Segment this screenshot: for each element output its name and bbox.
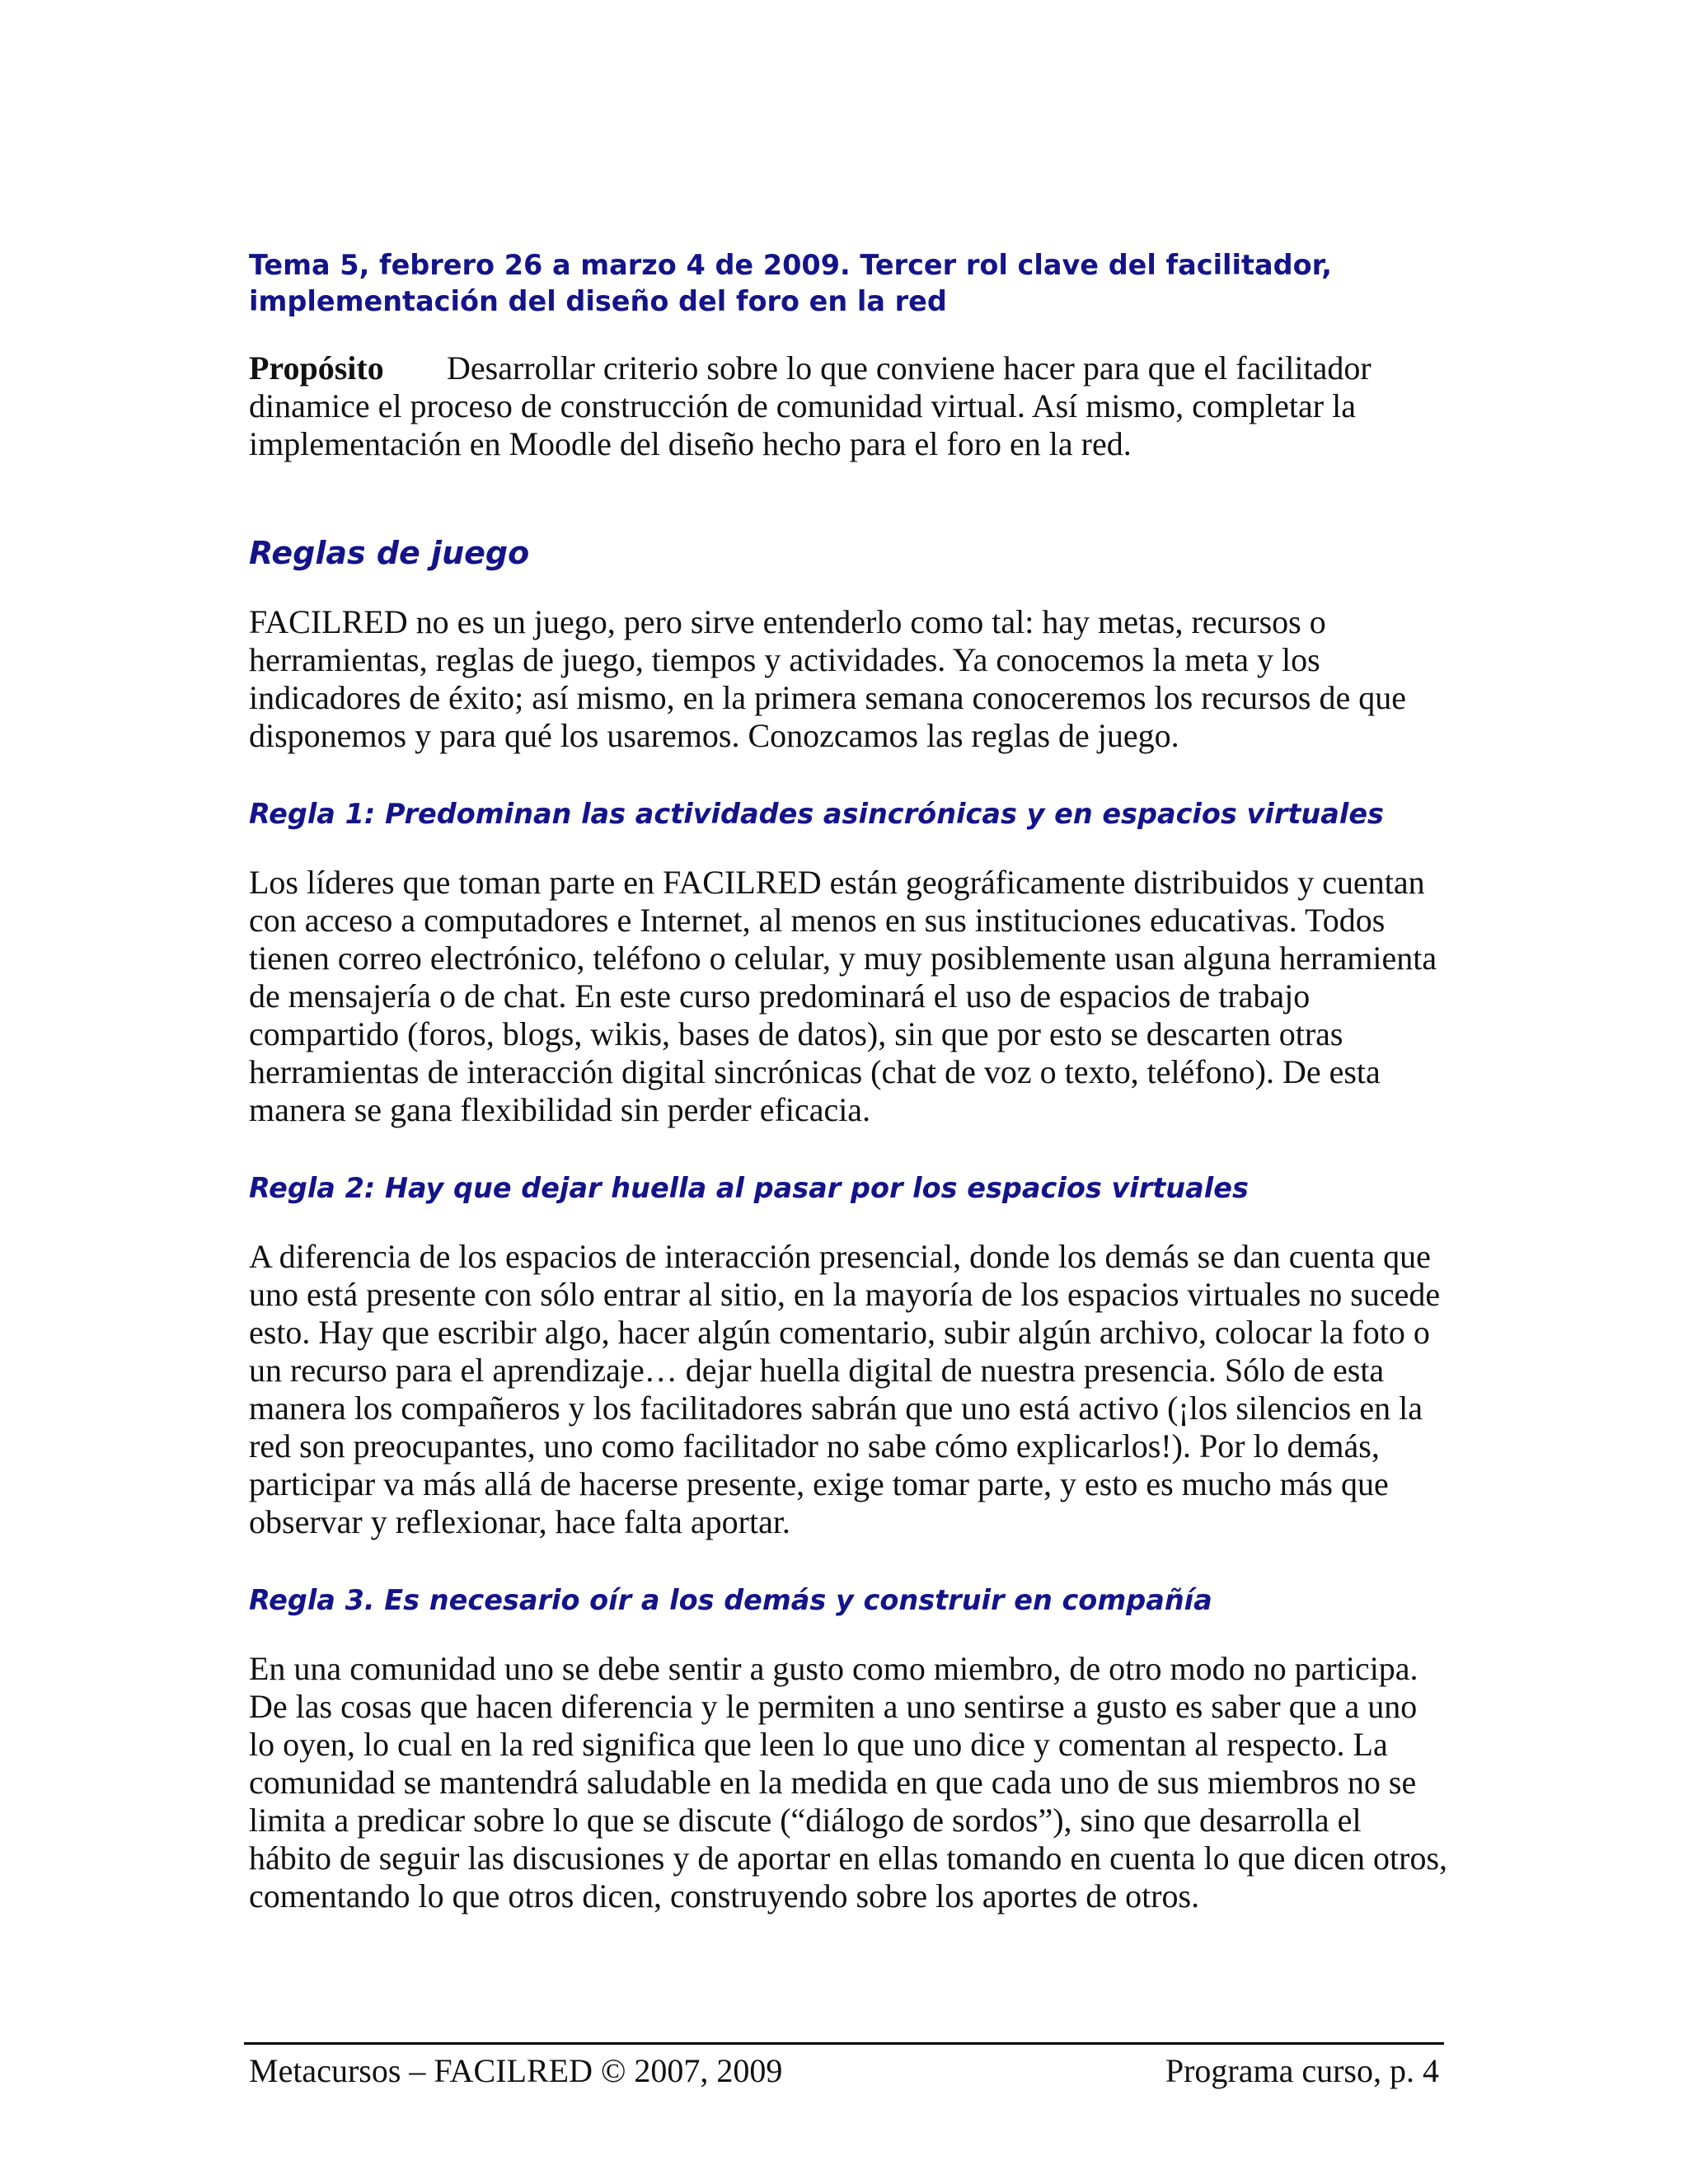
purpose-text: Desarrollar criterio sobre lo que conviene hacer para que el facilitador dinamice el proceso de construcción de comunidad virtual. Así mismo, completar la implementación en Moodle del diseño hecho para el foro en la red. [249,349,1372,462]
section-intro: FACILRED no es un juego, pero sirve entenderlo como tal: hay metas, recursos o herramientas, reglas de juego, tiempos y actividades. Ya conocemos la meta y los indicadores de éxito; así mismo, en la primera semana conoceremos los recursos de que disponemos y para qué los usaremos. Conozcamos las reglas de juego. [249,603,1406,754]
rule-1-text: Los líderes que toman parte en FACILRED están geográficamente distribuidos y cuentan con acceso a computadores e Internet, al menos en sus instituciones educativas. Todos tienen correo electrónico, teléfono o celular, y muy posiblemente usan alguna herramienta de mensajería o de chat. En este curso predominará el uso de espacios de trabajo compartido (foros, blogs, wikis, bases de datos), sin que por esto se descarten otras herramientas de interacción digital sincrónicas (chat de voz o texto, teléfono). De esta manera se gana flexibilidad sin perder eficacia. [249,864,1437,1128]
topic-title-line1: Tema 5, febrero 26 a marzo 4 de 2009. Tercer rol clave del facilitador, [249,249,1332,281]
page-content [249,247,1448,1915]
rule-1-heading: Regla 1: Predominan las actividades asincrónicas y en espacios virtuales [249,798,1384,830]
purpose-paragraph [249,349,1448,463]
purpose-label: Propósito [249,349,384,387]
footer-page-number: Programa curso, p. 4 [1165,2052,1439,2089]
footer-copyright: Metacursos – FACILRED © 2007, 2009 [249,2052,783,2089]
rule-3-heading: Regla 3. Es necesario oír a los demás y construir en compañía [249,1584,1212,1616]
rule-3-text: En una comunidad uno se debe sentir a gusto como miembro, de otro modo no participa. De las cosas que hacen diferencia y le permiten a uno sentirse a gusto es saber que a uno lo oyen, lo cual en la red significa que leen lo que uno dice y comentan al respecto. La comunidad se mantendrá saludable en la medida en que cada uno de sus miembros no se limita a predicar sobre lo que se discute (“diálogo de sordos”), sino que desarrolla el hábito de seguir las discusiones y de aportar en ellas tomando en cuenta lo que dicen otros, comentando lo que otros dicen, construyendo sobre los aportes de otros. [249,1650,1448,1915]
rule-2-heading: Regla 2: Hay que dejar huella al pasar por los espacios virtuales [249,1172,1249,1204]
topic-title [249,247,1448,320]
rule-2-text: A diferencia de los espacios de interacción presencial, donde los demás se dan cuenta que uno está presente con sólo entrar al sitio, en la mayoría de los espacios virtuales no sucede esto. Hay que escribir algo, hacer algún comentario, subir algún archivo, colocar la foto o un recurso para el aprendizaje… dejar huella digital de nuestra presencia. Sólo de esta manera los compañeros y los facilitadores sabrán que uno está activo (¡los silencios en la red son preocupantes, uno como facilitador no sabe cómo explicarlos!). Por lo demás, participar va más allá de hacerse presente, exige tomar parte, y esto es mucho más que observar y reflexionar, hace falta aportar. [249,1238,1441,1540]
page-footer [244,2042,1444,2091]
topic-title-line2: implementación del diseño del foro en la red [249,285,947,317]
section-heading: Reglas de juego [249,535,530,571]
